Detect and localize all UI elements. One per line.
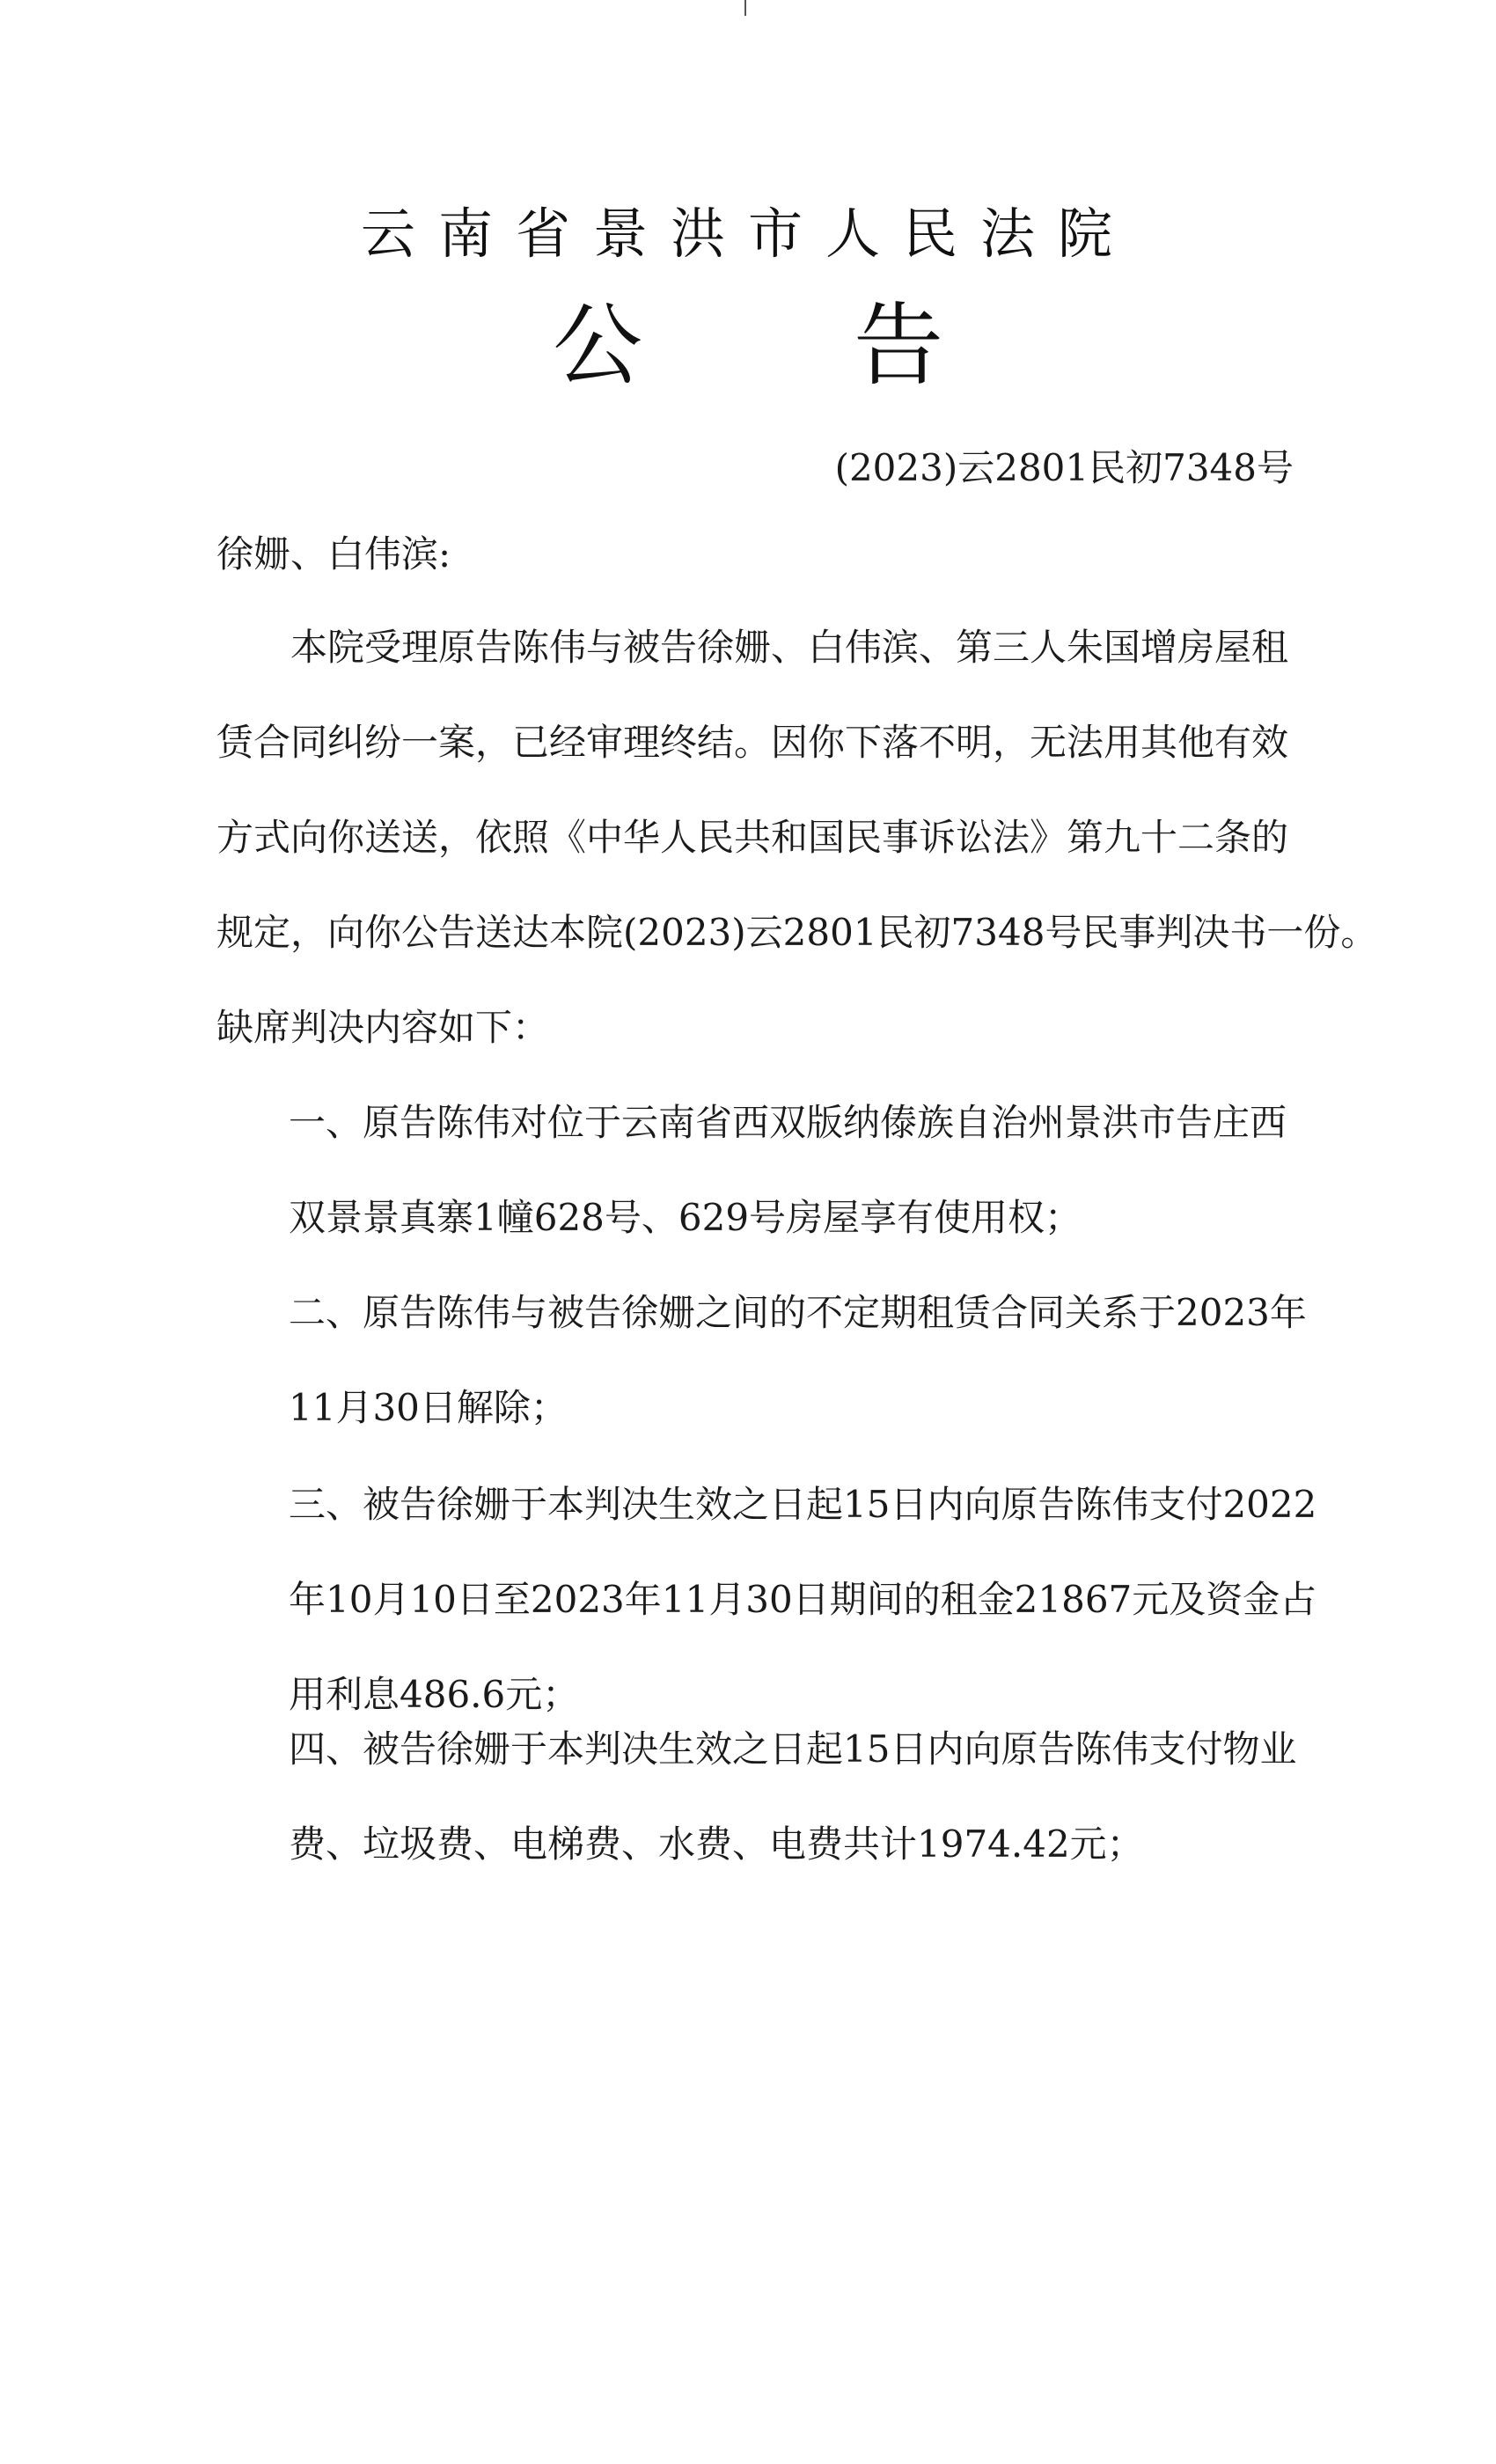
judgment-item-line: 11月30日解除； [289, 1386, 568, 1429]
intro-line: 赁合同纠纷一案，已经审理终结。因你下落不明，无法用其他有效 [216, 721, 1289, 764]
judgment-item-3 [216, 1478, 1317, 1764]
intro-line: 规定，向你公告送达本院(2023)云2801民初7348号民事判决书一份。 [216, 911, 1378, 954]
intro-line: 本院受理原告陈伟与被告徐姗、白伟滨、第三人朱国增房屋租 [290, 626, 1289, 669]
judgment-item-4 [216, 1723, 1299, 1913]
intro-line: 缺席判决内容如下： [216, 1006, 550, 1049]
intro-line: 方式向你送送，依照《中华人民共和国民事诉讼法》第九十二条的 [216, 816, 1289, 859]
judgment-item-line: 用利息486.6元； [289, 1673, 580, 1716]
judgment-item-line: 双景景真寨1幢628号、629号房屋享有使用权； [289, 1196, 1082, 1239]
addressee: 徐姗、白伟滨: [216, 532, 451, 576]
judgment-item-2 [216, 1287, 1307, 1477]
case-number: (2023)云2801民初7348号 [834, 446, 1294, 489]
judgment-item-line: 二、原告陈伟与被告徐姗之间的不定期租赁合同关系于2023年 [289, 1291, 1307, 1334]
court-name: 云南省景洪市人民法院 [360, 202, 1135, 266]
judgment-item-1 [216, 1096, 1299, 1287]
judgment-item-line: 三、被告徐姗于本判决生效之日起15日内向原告陈伟支付2022 [289, 1483, 1317, 1526]
judgment-item-line: 四、被告徐姗于本判决生效之日起15日内向原告陈伟支付物业 [289, 1727, 1297, 1771]
judgment-item-line: 一、原告陈伟对位于云南省西双版纳傣族自治州景洪市告庄西 [289, 1101, 1287, 1144]
intro-paragraph [216, 621, 1378, 1096]
judgment-item-line: 年10月10日至2023年11月30日期间的租金21867元及资金占 [289, 1578, 1317, 1621]
judgment-item-line: 费、垃圾费、电梯费、水费、电费共计1974.42元； [289, 1822, 1144, 1866]
document-title: 公告 [553, 294, 1155, 399]
scan-mark [744, 0, 746, 16]
